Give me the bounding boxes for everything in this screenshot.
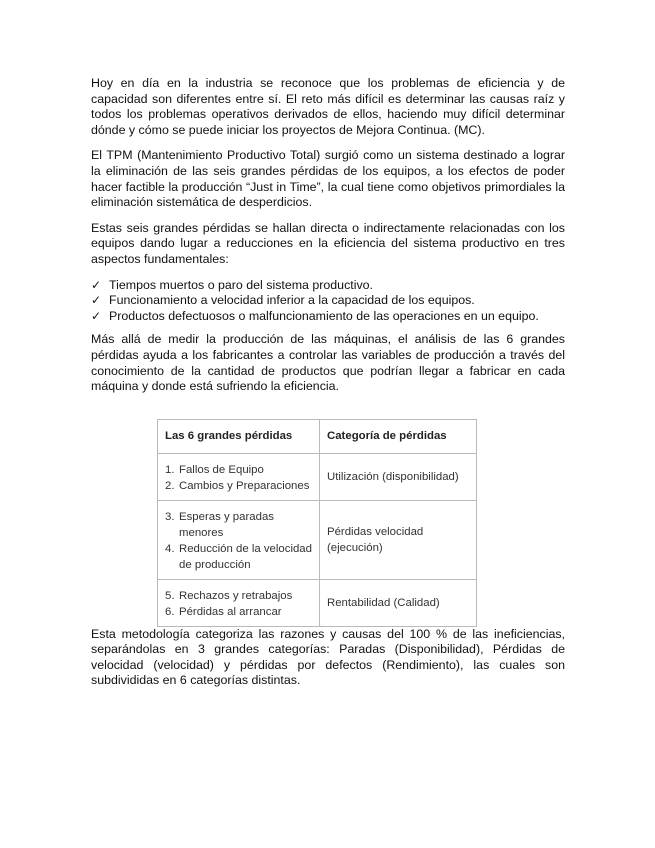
loss-item	[165, 462, 313, 478]
table-header-losses: Las 6 grandes pérdidas	[158, 419, 320, 453]
losses-cell	[158, 579, 320, 626]
loss-number: 3.	[165, 510, 175, 523]
loss-item	[165, 588, 313, 604]
checkmark-icon: ✓	[91, 293, 102, 308]
loss-text: Reducción de la velocidad de producción	[179, 542, 312, 571]
list-item	[91, 278, 565, 294]
loss-number: 2.	[165, 479, 175, 492]
paragraph-methodology: Esta metodología categoriza las razones y causas del 100 % de las ineficiencias, separándolas en 3 grandes categorías: Paradas (Disponibilidad), Pérdidas de velocidad (velocidad) y pérdidas por defectos (Rendimiento), las cuales son subdivididas en 6 categorías distintas.	[91, 626, 565, 688]
table-row	[158, 500, 477, 579]
loss-text: Cambios y Preparaciones	[179, 479, 310, 492]
loss-text: Esperas y paradas menores	[179, 510, 274, 539]
paragraph-analysis: Más allá de medir la producción de las máquinas, el análisis de las 6 grandes pérdidas ayuda a los fabricantes a controlar las variables de producción a través del conocimiento de la cantidad de productos que podrían llegar a fabricar en cada máquina y donde está sufriendo la eficiencia.	[91, 332, 565, 394]
loss-number: 1.	[165, 463, 175, 476]
paragraph-tpm: El TPM (Mantenimiento Productivo Total) surgió como un sistema destinado a lograr la eliminación de las seis grandes pérdidas de los equipos, a los efectos de poder hacer factible la producción “Just in Time”, la cual tiene como objetivos primordiales la eliminación sistemática de desperdicios.	[91, 148, 565, 210]
table-row	[158, 579, 477, 626]
list-item-text: Funcionamiento a velocidad inferior a la capacidad de los equipos.	[109, 293, 475, 308]
losses-cell	[158, 453, 320, 500]
list-item	[91, 293, 565, 309]
paragraph-intro: Hoy en día en la industria se reconoce que los problemas de eficiencia y de capacidad son diferentes entre sí. El reto más difícil es determinar las causas raíz y todos los problemas operativos derivados de ellos, haciendo muy difícil determinar dónde y cómo se puede iniciar los proyectos de Mejora Continua. (MC).	[91, 76, 565, 137]
document-body	[91, 76, 565, 699]
table-header-row	[158, 419, 477, 453]
loss-text: Fallos de Equipo	[179, 463, 264, 476]
category-cell: Rentabilidad (Calidad)	[320, 579, 477, 626]
loss-number: 4.	[165, 542, 175, 555]
category-cell: Utilización (disponibilidad)	[320, 453, 477, 500]
loss-number: 6.	[165, 605, 175, 618]
loss-text: Rechazos y retrabajos	[179, 589, 293, 602]
loss-number: 5.	[165, 589, 175, 602]
category-cell: Pérdidas velocidad (ejecución)	[320, 500, 477, 579]
loss-item	[165, 541, 313, 573]
list-item	[91, 309, 565, 325]
aspects-list	[91, 278, 565, 325]
loss-item	[165, 604, 313, 620]
loss-item	[165, 478, 313, 494]
losses-cell	[158, 500, 320, 579]
list-item-text: Productos defectuosos o malfuncionamiento de las operaciones en un equipo.	[109, 308, 539, 323]
list-item-text: Tiempos muertos o paro del sistema productivo.	[109, 277, 373, 292]
six-losses-table	[157, 419, 477, 627]
table-row	[158, 453, 477, 500]
paragraph-six-losses: Estas seis grandes pérdidas se hallan directa o indirectamente relacionadas con los equipos dando lugar a reducciones en la eficiencia del sistema productivo en tres aspectos fundamentales:	[91, 220, 565, 266]
table-header-category: Categoría de pérdidas	[320, 419, 477, 453]
loss-text: Pérdidas al arrancar	[179, 605, 282, 618]
checkmark-icon: ✓	[91, 308, 102, 323]
checkmark-icon: ✓	[91, 277, 102, 292]
loss-item	[165, 509, 313, 541]
